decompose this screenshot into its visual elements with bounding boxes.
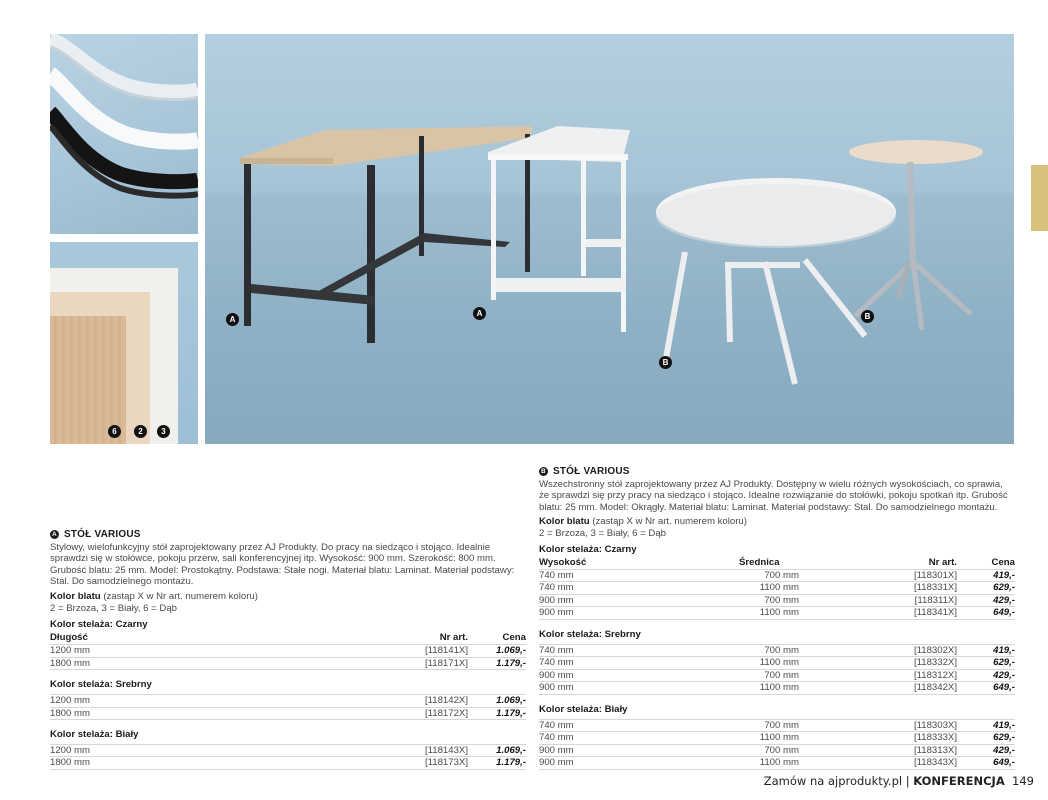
header-price: Cena (991, 556, 1015, 568)
cell-price: 1.069,- (468, 744, 526, 757)
cell-art: [118331X] (799, 582, 957, 595)
product-a-description: Stylowy, wielofunkcyjny stół zaprojektowany przez AJ Produkty. Do pracy na siedząco i stojąco. Idealnie sprawdzi się w stołówce, pokoju przerw, sali konferencyjnej itp. Wysokość: 900 mm. Szerokość: 800 mm. Grubość blatu: 25 mm. Model: Prostokątny. Podstawa: Stałe nogi. Materiał blatu: Laminat. Materiał podstawy: Stal. Do samodzielnego montażu. (50, 541, 515, 588)
product-b-title (539, 466, 1015, 478)
cell-height: 900 mm (539, 744, 739, 757)
color-badge-6: 6 (108, 425, 121, 438)
cell-length: 1800 mm (50, 707, 388, 720)
product-badge-b-2: B (861, 310, 874, 323)
cell-price: 649,- (957, 757, 1015, 770)
cell-length: 1800 mm (50, 757, 388, 770)
table-header (539, 556, 1015, 569)
table-row (539, 582, 1015, 595)
cell-height: 900 mm (539, 594, 739, 607)
cell-art: [118341X] (799, 607, 957, 620)
frame-group-label: Kolor stelaża: Srebrny (50, 679, 152, 691)
table-row (539, 594, 1015, 607)
cell-art: [118312X] (799, 669, 957, 682)
table-row (539, 569, 1015, 582)
cell-art: [118302X] (799, 644, 957, 657)
table-row (50, 707, 526, 720)
cell-art: [118303X] (799, 719, 957, 732)
cell-diameter: 1100 mm (739, 657, 799, 670)
product-a-badge-icon: A (50, 530, 59, 539)
product-photo (205, 34, 1014, 444)
cell-price: 629,- (957, 657, 1015, 670)
cell-art: [118301X] (799, 569, 957, 582)
top-color-values: 2 = Brzoza, 3 = Biały, 6 = Dąb (50, 602, 178, 614)
cell-price: 1.179,- (468, 707, 526, 720)
cell-price: 429,- (957, 594, 1015, 607)
top-color-hint: (zastąp X w Nr art. numerem koloru) (592, 516, 747, 528)
table-header (50, 632, 526, 645)
frame-group-label: Kolor stelaża: Biały (50, 729, 139, 741)
cell-art: [118173X] (388, 757, 468, 770)
cell-price: 629,- (957, 732, 1015, 745)
table-row (539, 644, 1015, 657)
table-row (539, 607, 1015, 620)
cell-art: [118313X] (799, 744, 957, 757)
cell-price: 1.179,- (468, 657, 526, 670)
cell-art: [118171X] (388, 657, 468, 670)
page-footer (764, 774, 1034, 788)
cell-diameter: 1100 mm (739, 607, 799, 620)
header-art: Nr art. (439, 632, 468, 644)
cell-height: 900 mm (539, 757, 739, 770)
cell-diameter: 700 mm (739, 594, 799, 607)
header-diameter: Średnica (739, 556, 780, 568)
frame-group-label: Kolor stelaża: Czarny (539, 543, 637, 555)
cell-price: 1.069,- (468, 645, 526, 658)
tabletop-color-image (50, 242, 198, 444)
cell-height: 740 mm (539, 657, 739, 670)
top-color-hint: (zastąp X w Nr art. numerem koloru) (103, 590, 258, 602)
cell-length: 1200 mm (50, 645, 388, 658)
cell-diameter: 700 mm (739, 719, 799, 732)
tables-illustration (205, 34, 1014, 444)
table-row (50, 645, 526, 658)
cell-art: [118172X] (388, 707, 468, 720)
product-b-table-silver (539, 644, 1015, 695)
cell-height: 900 mm (539, 669, 739, 682)
frame-group-label: Kolor stelaża: Czarny (50, 619, 148, 631)
top-color-values: 2 = Brzoza, 3 = Biały, 6 = Dąb (539, 527, 667, 539)
cell-price: 649,- (957, 682, 1015, 695)
cell-art: [118143X] (388, 744, 468, 757)
cell-height: 740 mm (539, 644, 739, 657)
cell-height: 740 mm (539, 719, 739, 732)
table-row (539, 744, 1015, 757)
product-badge-a-1: A (226, 313, 239, 326)
cell-price: 649,- (957, 607, 1015, 620)
cell-diameter: 700 mm (739, 644, 799, 657)
cell-price: 429,- (957, 669, 1015, 682)
cell-price: 629,- (957, 582, 1015, 595)
cell-height: 740 mm (539, 732, 739, 745)
header-price: Cena (502, 632, 526, 644)
section-tab-marker (1031, 165, 1048, 231)
cell-diameter: 1100 mm (739, 732, 799, 745)
table-row (539, 682, 1015, 695)
product-b-table-black (539, 556, 1015, 620)
frame-group-label: Kolor stelaża: Srebrny (539, 629, 641, 641)
cell-art: [118342X] (799, 682, 957, 695)
product-badge-a-2: A (473, 307, 486, 320)
cell-price: 1.179,- (468, 757, 526, 770)
cell-price: 419,- (957, 644, 1015, 657)
cell-art: [118343X] (799, 757, 957, 770)
top-color-label: Kolor blatu (539, 516, 590, 528)
cell-price: 1.069,- (468, 695, 526, 708)
product-b-badge-icon: B (539, 467, 548, 476)
frame-swatch-graphic (50, 34, 198, 234)
product-b-top-color (539, 516, 1015, 539)
color-badge-3: 3 (157, 425, 170, 438)
cell-length: 1200 mm (50, 744, 388, 757)
product-b-title-text: STÓŁ VARIOUS (553, 466, 630, 477)
table-row (539, 719, 1015, 732)
cell-height: 900 mm (539, 607, 739, 620)
cell-art: [118141X] (388, 645, 468, 658)
cell-price: 419,- (957, 569, 1015, 582)
product-a-top-color (50, 591, 526, 614)
color-badge-2: 2 (134, 425, 147, 438)
product-badge-b-1: B (659, 356, 672, 369)
table-row (539, 732, 1015, 745)
footer-separator: | (905, 774, 910, 788)
cell-art: [118311X] (799, 594, 957, 607)
header-length: Długość (50, 632, 88, 644)
table-row (50, 695, 526, 708)
cell-art: [118332X] (799, 657, 957, 670)
product-a-section (50, 529, 526, 770)
page-number: 149 (1012, 774, 1034, 788)
table-row (50, 744, 526, 757)
order-link[interactable]: Zamów na ajprodukty.pl (763, 774, 903, 788)
product-a-table-silver (50, 694, 526, 720)
cell-diameter: 1100 mm (739, 757, 799, 770)
cell-diameter: 1100 mm (739, 682, 799, 695)
product-a-table-black (50, 632, 526, 671)
cell-art: [118333X] (799, 732, 957, 745)
cell-price: 429,- (957, 744, 1015, 757)
table-row (539, 657, 1015, 670)
cell-length: 1800 mm (50, 657, 388, 670)
cell-diameter: 1100 mm (739, 582, 799, 595)
cell-height: 900 mm (539, 682, 739, 695)
product-a-title-text: STÓŁ VARIOUS (64, 529, 141, 540)
header-height: Wysokość (539, 556, 587, 568)
product-a-title (50, 529, 526, 541)
product-b-section (539, 466, 1015, 770)
cell-diameter: 700 mm (739, 569, 799, 582)
product-b-description: Wszechstronny stół zaprojektowany przez AJ Produkty. Dostępny w wielu różnych wysokościach, co sprawia, że sprawdzi się przy pracy na siedząco i stojąco. Idealne rozwiązanie do stołówki, pokoju spotkań itp. Grubość blatu: 25 mm. Model: Okrągły. Materiał blatu: Laminat. Materiał podstawy: Stal. Do samodzielnego montażu. (539, 478, 1008, 513)
cell-diameter: 700 mm (739, 669, 799, 682)
cell-height: 740 mm (539, 582, 739, 595)
cell-height: 740 mm (539, 569, 739, 582)
table-row (50, 657, 526, 670)
header-art: Nr art. (928, 556, 957, 568)
top-color-label: Kolor blatu (50, 590, 101, 602)
section-name: KONFERENCJA (913, 774, 1005, 788)
frame-color-image (50, 34, 198, 234)
product-a-table-white (50, 744, 526, 770)
product-b-table-white (539, 719, 1015, 770)
frame-group-label: Kolor stelaża: Biały (539, 704, 628, 715)
cell-length: 1200 mm (50, 695, 388, 708)
cell-art: [118142X] (388, 695, 468, 708)
table-row (50, 757, 526, 770)
cell-diameter: 700 mm (739, 744, 799, 757)
table-row (539, 669, 1015, 682)
table-row (539, 757, 1015, 770)
cell-price: 419,- (957, 719, 1015, 732)
